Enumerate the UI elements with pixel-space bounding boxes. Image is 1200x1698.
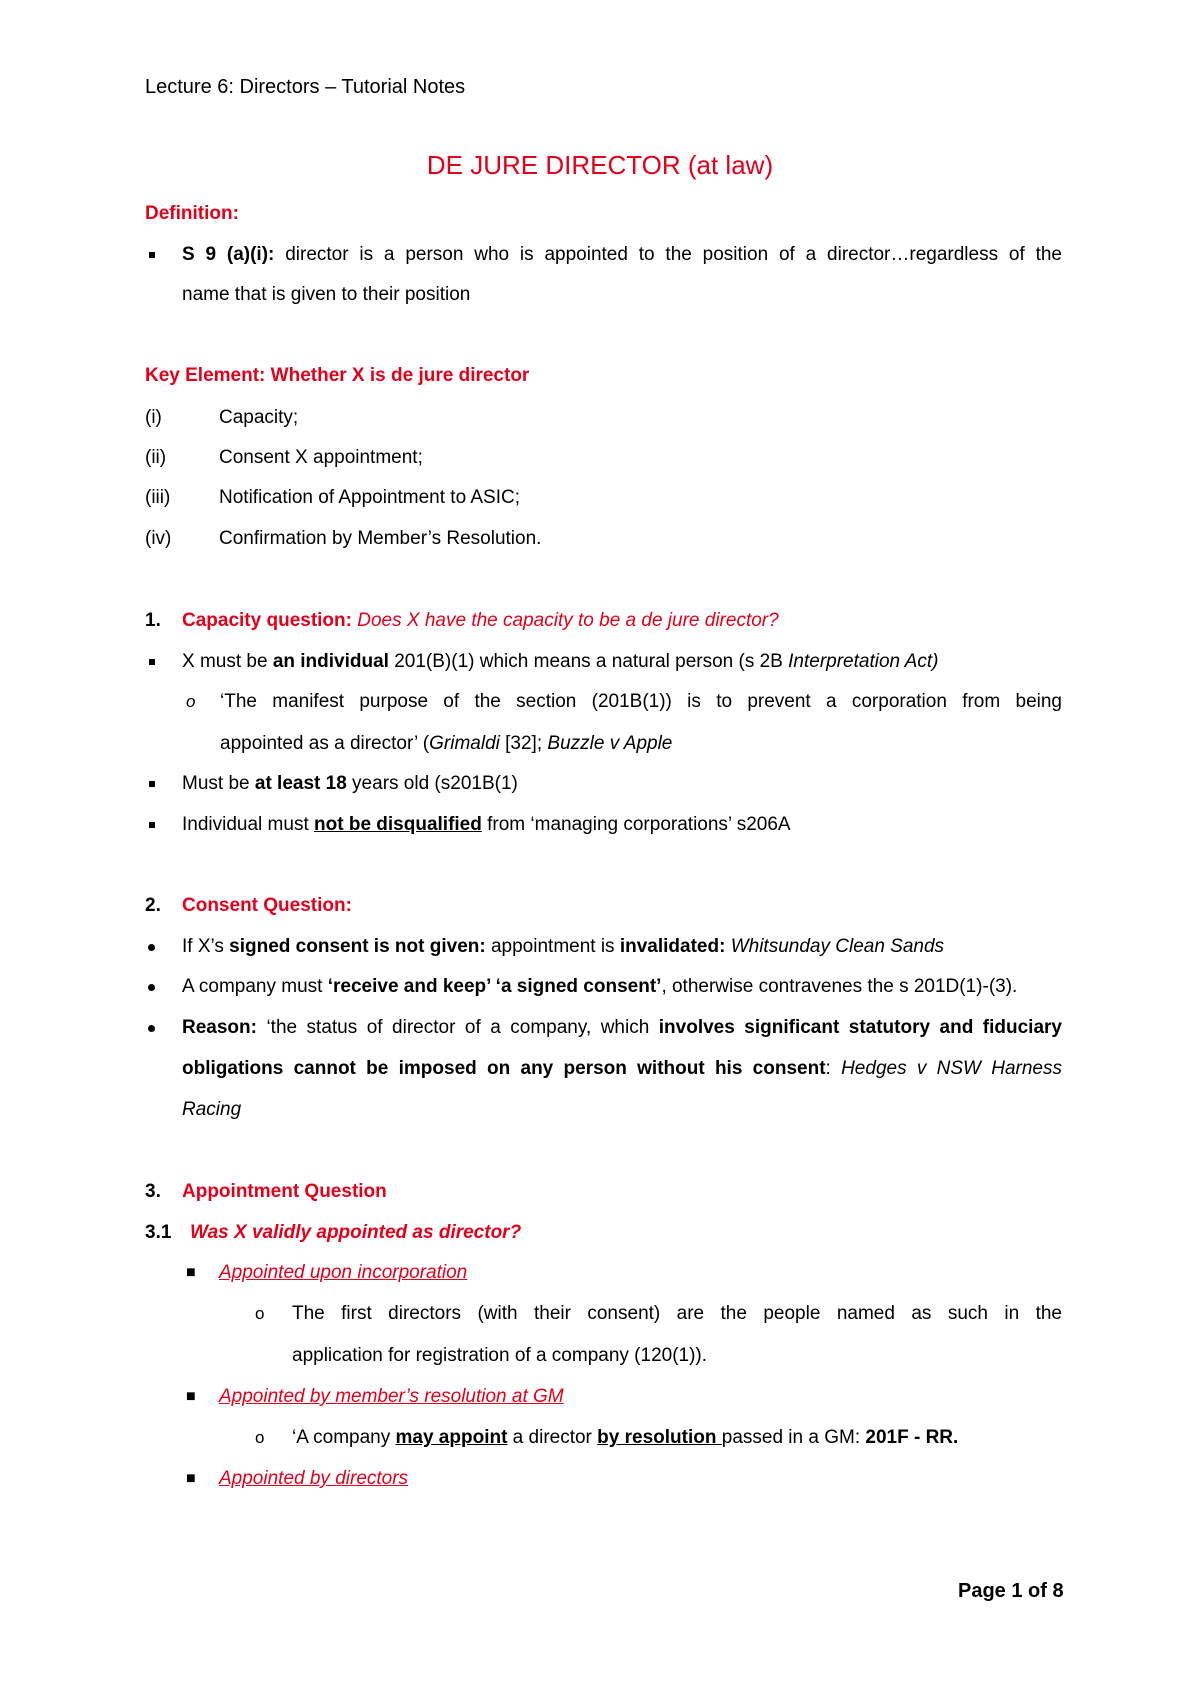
capacity-bullet-age: Must be at least 18 years old (s201B(1) [182,773,518,794]
diamond-bullet-icon: ■ [186,1470,196,1487]
capacity-bullet-individual: X must be an individual 201(B)(1) which means a natural person (s 2B Interpretation Act) [182,651,939,672]
dot-bullet-icon [148,984,155,991]
consent-bullet-signed: If X’s signed consent is not given: appointment is invalidated: Whitsunday Clean Sands [182,936,945,957]
consent-bullet-reason-cont: obligations cannot be imposed on any person without his consent: Hedges v NSW Harness [182,1058,1062,1079]
page-title: DE JURE DIRECTOR (at law) [426,150,774,180]
key-item-text: Confirmation by Member’s Resolution. [219,528,542,549]
key-item-num: (iv) [145,528,172,549]
member-resolution-sub-text: ‘A company may appoint a director by resolution passed in a GM: 201F - RR. [292,1427,959,1448]
square-bullet-icon [149,781,155,787]
dot-bullet-icon [148,1025,155,1032]
diamond-bullet-icon: ■ [186,1388,196,1405]
key-item-text: Capacity; [219,407,299,428]
page-number: Page 1 of 8 [958,1580,1064,1602]
capacity-sub-quote-cont: appointed as a director’ (Grimaldi [32]; Buzzle v Apple [220,733,673,754]
key-item-num: (iii) [145,487,171,508]
section-number: 3. [145,1181,161,1202]
circle-bullet-icon: o [186,692,196,711]
capacity-heading: Capacity question: Does X have the capacity to be a de jure director? [182,610,779,631]
diamond-bullet-icon: ■ [186,1264,196,1281]
consent-bullet-keep: A company must ‘receive and keep’ ‘a signed consent’, otherwise contravenes the s 201D(1)-(3). [182,976,1018,997]
definition-text: S 9 (a)(i): director is a person who is appointed to the position of a director…regardless of the [182,244,1063,265]
consent-bullet-reason: Reason: ‘the status of director of a company, which involves significant statutory and fiduciary [182,1017,1062,1038]
square-bullet-icon [149,822,155,828]
consent-heading: Consent Question: [182,895,352,916]
key-item-num: (i) [145,407,162,428]
incorporation-sub-text: The first directors (with their consent) are the people named as such in the [292,1303,1062,1324]
appointment-heading: Appointment Question [182,1181,387,1202]
square-bullet-icon [149,659,155,665]
key-item-text: Notification of Appointment to ASIC; [219,487,521,508]
consent-bullet-reason-case: Racing [182,1099,242,1120]
section-number: 2. [145,895,161,916]
circle-bullet-icon: o [255,1428,265,1447]
circle-bullet-icon: o [255,1304,265,1323]
appointment-subheading: Was X validly appointed as director? [190,1222,522,1243]
capacity-bullet-disqualified: Individual must not be disqualified from ‘managing corporations’ s206A [182,814,791,835]
subsection-number: 3.1 [145,1222,172,1243]
key-element-label: Key Element: Whether X is de jure director [145,365,530,386]
definition-label: Definition: [145,203,239,224]
page-header: Lecture 6: Directors – Tutorial Notes [145,76,466,98]
key-item-text: Consent X appointment; [219,447,423,468]
square-bullet-icon [149,252,155,258]
capacity-sub-quote: ‘The manifest purpose of the section (201B(1)) is to prevent a corporation from being [220,691,1062,712]
appointed-by-directors: Appointed by directors [219,1468,409,1489]
incorporation-sub-text-cont: application for registration of a company (120(1)). [292,1345,708,1366]
appointed-by-member-resolution: Appointed by member’s resolution at GM [219,1386,564,1407]
section-number: 1. [145,610,161,631]
key-item-num: (ii) [145,447,167,468]
dot-bullet-icon [148,944,155,951]
appointed-upon-incorporation: Appointed upon incorporation [219,1262,468,1283]
definition-text-cont: name that is given to their position [182,284,471,305]
